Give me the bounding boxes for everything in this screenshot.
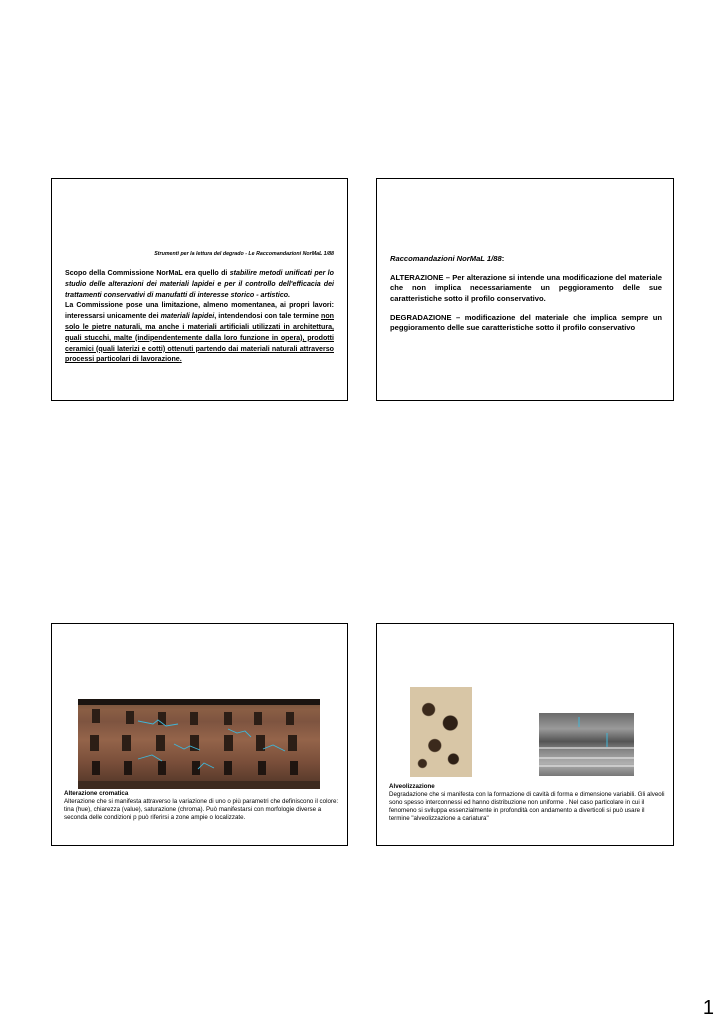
paragraph-scope: [65, 268, 334, 300]
facade-drawing: [78, 699, 320, 789]
text-italic: stabilire metodi unificati per lo studio delle alterazioni dei materiali lapidei e per il controllo dell'efficacia dei trattamenti conservativi di manufatti di interesse storico - artistico.: [65, 269, 334, 299]
definition-alterazione: ALTERAZIONE – Per alterazione si intende una modificazione del materiale che non implica necessariamente un peggioramento delle sue caratteristiche sotto il profilo conservativo.: [390, 273, 662, 303]
photo-ground: [78, 781, 320, 789]
definition-degradazione: DEGRADAZIONE – modificazione del materiale che implica sempre un peggioramento delle sue caratteristiche sotto il profilo conservativo: [390, 312, 662, 333]
slide-body: [65, 268, 334, 365]
caption-title: Alveolizzazione: [389, 783, 435, 790]
slide-normal-commission: [51, 178, 348, 401]
paragraph-limitation: [65, 300, 334, 365]
annotation-lines: [539, 713, 634, 776]
caption: [389, 783, 665, 823]
windows-upper: [92, 709, 294, 725]
title-suffix: :: [501, 254, 505, 263]
slide-title: [390, 254, 662, 264]
windows-lower: [92, 761, 298, 775]
slide-header: Strumenti per la lettura del degrado - Le Raccomandazioni NorMaL 1/88: [154, 251, 334, 257]
caption-text: Degradazione che si manifesta con la formazione di cavità di forma e dimensione variabili. Gli alveoli sono spesso interconnessi ed hanno distribuzione non uniforme . Nel caso particolare in cui il fenomeno si sviluppa essenzialmente in profondità con andamento a diverticoli si può usare il termine "alveolizzazione a cariatura": [389, 791, 665, 822]
windows-middle: [90, 735, 297, 751]
slide-alterazione-cromatica: [51, 623, 348, 846]
caption-text: Alterazione che si manifesta attraverso la variazione di uno o più parametri che definiscono il colore: tina (hue), chiarezza (value), saturazione (chroma). Può manifestarsi con morfologie diverse a seconda delle condizioni p può riferirsi a zone ampie o localizzate.: [64, 798, 339, 821]
page-number: 1: [702, 997, 714, 1019]
title-text: Raccomandazioni NorMaL 1/88: [390, 254, 502, 263]
stone-cavities-photo: [410, 687, 472, 777]
text: La Commissione pose una limitazione, almeno momentanea, ai propri lavori: interessarsi unicamente dei: [65, 301, 334, 321]
slide-definitions: [376, 178, 674, 401]
slide-alveolizzazione: [376, 623, 674, 846]
microscope-photo: [539, 713, 634, 776]
text: , intendendosi con tale termine: [214, 312, 321, 321]
text-underlined: non solo le pietre naturali, ma anche i materiali artificiali utilizzati in architettura, quali stucchi, malte (indipendentemente dalla loro funzione in opera), prodotti ceramici (quali laterizi e cotti) ottenuti partendo dai materiali naturali attraverso processi particolari di lavorazione.: [65, 312, 334, 364]
caption: [64, 790, 339, 822]
caption-title: Alterazione cromatica: [64, 790, 129, 797]
slide-body: [390, 254, 662, 342]
text-italic: materiali lapidei: [160, 312, 215, 321]
text: Scopo della Commissione NorMaL era quello di: [65, 269, 230, 277]
building-facade-photo: [78, 699, 320, 789]
